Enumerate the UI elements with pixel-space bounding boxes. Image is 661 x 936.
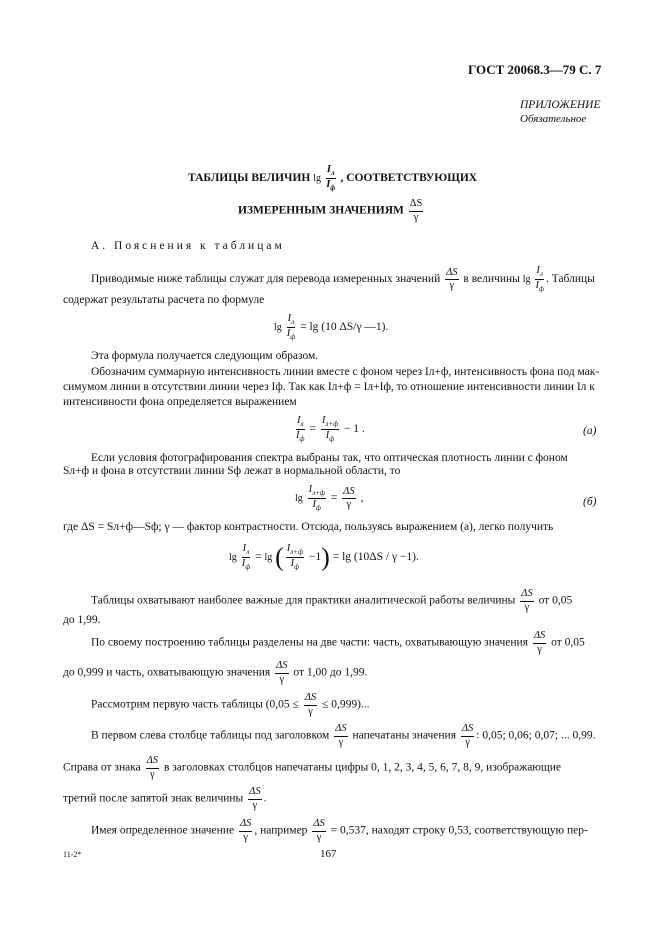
section-a-heading: А. Пояснения к таблицам <box>91 240 285 252</box>
paragraph-8: Рассмотрим первую часть таблицы (0,05 ≤ $\frac{\Delta S}{\gamma}$ ≤ 0,999)... <box>91 692 370 717</box>
formula-1: lg $\frac{I_л}{I_ф}$ = lg (10 ΔS/γ —1). <box>274 313 389 342</box>
paragraph-1-line-1: Приводимые ниже таблицы служат для перевода измеренных значений $\frac{\Delta S}{\gamma}$ в величины lg $\frac{I_л}{I_ф}$ . Таблицы <box>91 265 595 294</box>
paragraph-2: Эта формула получается следующим образом. <box>91 350 319 362</box>
formula-a: $\frac{I_л}{I_ф}$ = $\frac{I_{л+ф}}{I_ф}$ − 1 . <box>296 415 365 444</box>
paragraph-3-line-1: Обозначим суммарную интенсивность линии вместе с фоном через Iл+ф, интенсивность фона под мак- <box>91 366 600 378</box>
paragraph-9: В первом слева столбце таблицы под заголовком $\frac{\Delta S}{\gamma}$ напечатаны значения $\frac{\Delta S}{\gamma}$ : 0,05; 0,06; 0,07; ... 0,99. <box>91 723 596 748</box>
paragraph-1-line-2: содержат результаты расчета по формуле <box>63 294 265 306</box>
paragraph-3-line-2: симумом линии в отсутствии линии через Iф. Так как Iл+ф = Iл+Iф, то отношение интенсивности линии Iл к <box>63 381 595 393</box>
footer-signature: 11-2* <box>63 850 82 859</box>
paragraph-4-line-2: Sл+ф и фона в отсутствии линии Sф лежат в нормальной области, то <box>63 465 401 477</box>
title-line1-b: , СООТВЕТСТВУЮЩИХ <box>340 172 478 185</box>
gost-header: ГОСТ 20068.3—79 С. 7 <box>468 62 602 77</box>
paragraph-6-line-1: Таблицы охватывают наиболее важные для практики аналитической работы величины $\frac{\Delta S}{\gamma}$ от 0,05 <box>91 588 573 613</box>
paragraph-5: где ΔS = Sл+ф—Sф; γ — фактор контрастности. Отсюда, пользуясь выражением (а), легко получить <box>63 521 554 533</box>
title-line1-a: ТАБЛИЦЫ ВЕЛИЧИН <box>188 172 311 185</box>
paragraph-7-line-2: до 0,999 и часть, охватывающую значения $\frac{\Delta S}{\gamma}$ от 1,00 до 1,99. <box>63 660 368 685</box>
paragraph-10-line-1: Справа от знака $\frac{\Delta S}{\gamma}$ в заголовках столбцов напечатаны цифры 0, 1, 2, 3, 4, 5, 6, 7, 8, 9, изображающие <box>63 755 562 780</box>
equation-label-b: (б) <box>583 496 597 508</box>
equation-label-a: (а) <box>583 425 597 437</box>
paragraph-3-line-3: интенсивности фона определяется выражением <box>63 396 297 408</box>
title-fraction-ds-gamma: $\frac{\Delta S}{\gamma}$ <box>409 198 423 223</box>
formula-b: lg $\frac{I_{л+ф}}{I_ф}$ = $\frac{\Delta S}{\gamma}$ , <box>295 484 364 513</box>
title-line-2 <box>238 199 425 223</box>
appendix-label: ПРИЛОЖЕНИЕ <box>520 99 601 111</box>
title-lg: lg <box>313 173 322 185</box>
title-line2-text: ИЗМЕРЕННЫМ ЗНАЧЕНИЯМ <box>238 204 404 217</box>
paragraph-11: Имея определенное значение $\frac{\Delta S}{\gamma}$ , например $\frac{\Delta S}{\gamma}$ = 0,537, находят строку 0,53, соответствующую пер- <box>91 818 588 843</box>
formula-3: lg $\frac{I_л}{I_ф}$ = lg ( $\frac{I_{л+ф}}{I_ф}$ −1) = lg (10ΔS / γ −1). <box>229 542 419 572</box>
paragraph-10-line-2: третий после запятой знак величины $\frac{\Delta S}{\gamma}$ . <box>63 786 267 811</box>
paragraph-7-line-1: По своему построению таблицы разделены на две части: часть, охватывающую значения $\frac{\Delta S}{\gamma}$ от 0,05 <box>91 630 585 655</box>
mandatory-label: Обязательное <box>520 113 587 125</box>
paragraph-6-line-2: до 1,99. <box>63 614 101 626</box>
title-line-1 <box>188 165 477 192</box>
paragraph-4-line-1: Если условия фотографирования спектра выбраны так, что оптическая плотность линии с фоном <box>91 452 568 464</box>
title-fraction-il-if: $\frac{I_л}{I_ф}$ <box>326 164 336 193</box>
page-number: 167 <box>320 848 337 860</box>
